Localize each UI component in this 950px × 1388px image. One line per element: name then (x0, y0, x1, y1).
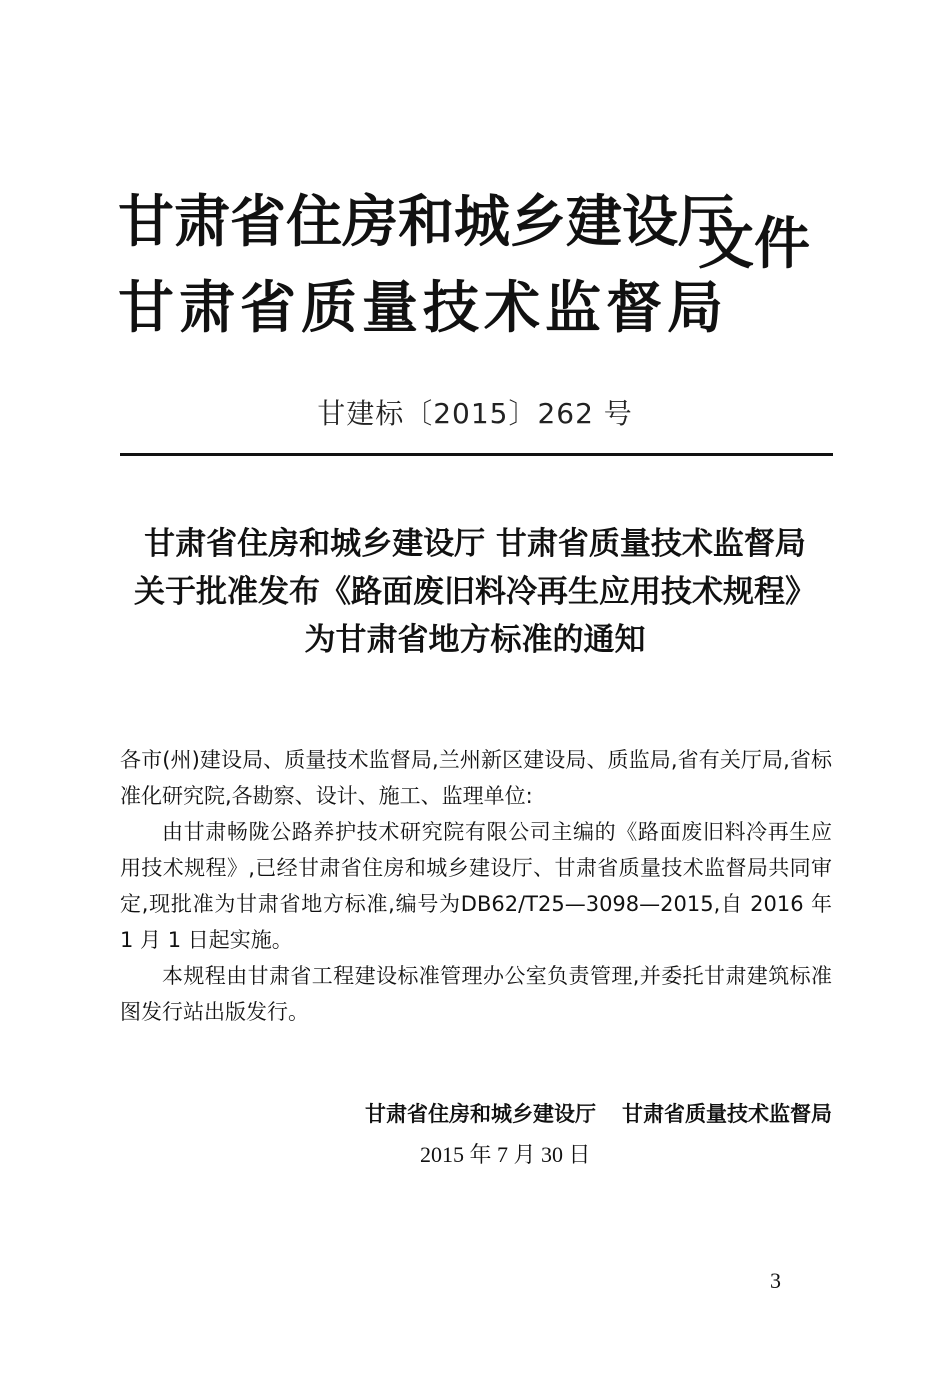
document-word: 文件 (698, 212, 810, 277)
signature-block (120, 1098, 832, 1128)
header-divider (120, 453, 833, 456)
recipients: 各市(州)建设局、质量技术监督局,兰州新区建设局、质监局,省有关厅局,省标准化研究院,各勘察、设计、施工、监理单位: (120, 748, 832, 808)
notice-title-line-2: 关于批准发布《路面废旧料冷再生应用技术规程》 (134, 574, 816, 610)
issuer-line-1: 甘肃省住房和城乡建设厅 (118, 190, 734, 255)
page-number: 3 (770, 1268, 781, 1293)
issuer-line-2: 甘肃省质量技术监督局 (118, 276, 728, 341)
issuer-block (118, 180, 734, 352)
signature-org-2: 甘肃省质量技术监督局 (622, 1102, 832, 1126)
notice-body (120, 742, 832, 1030)
signature-org-1: 甘肃省住房和城乡建设厅 (365, 1102, 596, 1126)
signature-date: 2015 年 7 月 30 日 (420, 1142, 591, 1167)
body-paragraph-2: 本规程由甘肃省工程建设标准管理办公室负责管理,并委托甘肃建筑标准图发行站出版发行。 (120, 964, 832, 1024)
notice-title (0, 520, 950, 664)
body-paragraph-1: 由甘肃畅陇公路养护技术研究院有限公司主编的《路面废旧料冷再生应用技术规程》,已经甘肃省住房和城乡建设厅、甘肃省质量技术监督局共同审定,现批准为甘肃省地方标准,编号为DB62/T25—3098—2015,自 2016 年 1 月 1 日起实施。 (120, 820, 832, 952)
notice-title-line-3: 为甘肃省地方标准的通知 (304, 622, 646, 658)
document-number: 甘建标〔2015〕262 号 (317, 397, 633, 430)
notice-title-line-1: 甘肃省住房和城乡建设厅 甘肃省质量技术监督局 (144, 526, 806, 562)
